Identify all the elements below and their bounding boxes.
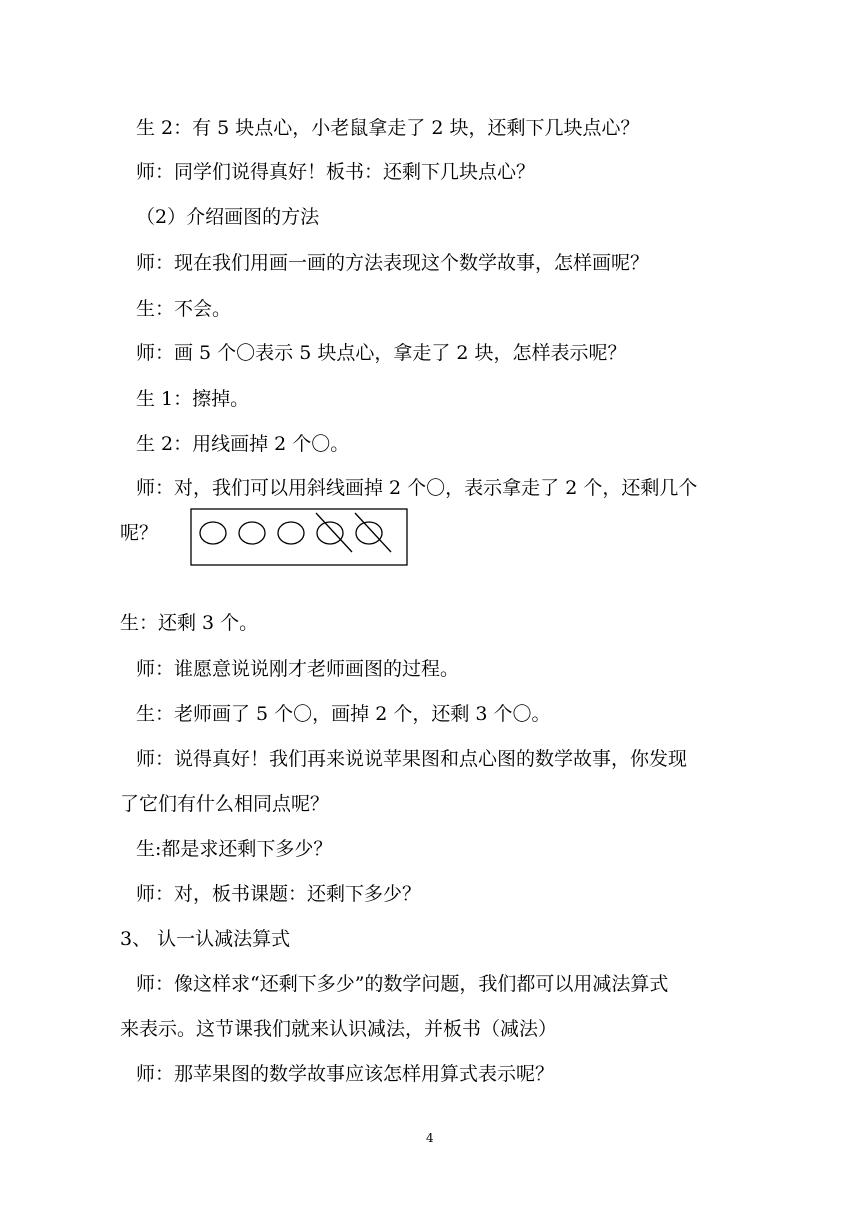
crossed-circles-figure bbox=[190, 508, 408, 566]
text-line: 生：老师画了 5 个〇，画掉 2 个，还剩 3 个〇。 bbox=[136, 703, 551, 725]
text-line: 师：谁愿意说说刚才老师画图的过程。 bbox=[136, 658, 460, 680]
text-line: 3、 认一认减法算式 bbox=[120, 928, 291, 950]
circle-mark bbox=[317, 522, 343, 544]
circle-mark bbox=[356, 522, 382, 544]
text-line: 师：同学们说得真好！板书：还剩下几块点心？ bbox=[136, 161, 536, 183]
text-line: 来表示。这节课我们就来认识减法，并板书（减法） bbox=[120, 1018, 558, 1040]
circle-mark bbox=[278, 522, 304, 544]
figure-frame bbox=[191, 509, 407, 565]
text-line: 生:都是求还剩下多少？ bbox=[136, 838, 333, 860]
page-number: 4 bbox=[426, 1131, 434, 1145]
text-line: 师：像这样求“还剩下多少”的数学问题，我们都可以用减法算式 bbox=[136, 973, 669, 995]
text-line: 师：对，板书课题：还剩下多少？ bbox=[136, 883, 422, 905]
text-line: 了它们有什么相同点呢？ bbox=[120, 793, 330, 815]
circle-mark bbox=[239, 522, 265, 544]
text-line: （2）介绍画图的方法 bbox=[136, 206, 320, 228]
text-line: 生 1：擦掉。 bbox=[136, 388, 250, 410]
text-line: 师：对，我们可以用斜线画掉 2 个〇，表示拿走了 2 个，还剩几个 bbox=[136, 477, 698, 499]
text-line: 师：现在我们用画一画的方法表现这个数学故事，怎样画呢？ bbox=[136, 252, 650, 274]
cross-out-stroke bbox=[355, 513, 391, 552]
text-line: 生：还剩 3 个。 bbox=[120, 612, 259, 634]
text-line: 生 2：有 5 块点心，小老鼠拿走了 2 块，还剩下几块点心？ bbox=[136, 117, 640, 139]
text-line: 呢？ bbox=[120, 522, 159, 544]
text-line: 师：说得真好！我们再来说说苹果图和点心图的数学故事，你发现 bbox=[136, 748, 688, 770]
text-line: 师：画 5 个〇表示 5 块点心，拿走了 2 块，怎样表示呢？ bbox=[136, 342, 627, 364]
text-line: 生：不会。 bbox=[136, 298, 232, 320]
text-line: 生 2：用线画掉 2 个〇。 bbox=[136, 433, 350, 455]
text-line: 师：那苹果图的数学故事应该怎样用算式表示呢？ bbox=[136, 1063, 555, 1085]
cross-out-stroke bbox=[316, 513, 352, 552]
circle-mark bbox=[200, 522, 226, 544]
circles-diagram bbox=[190, 508, 408, 566]
